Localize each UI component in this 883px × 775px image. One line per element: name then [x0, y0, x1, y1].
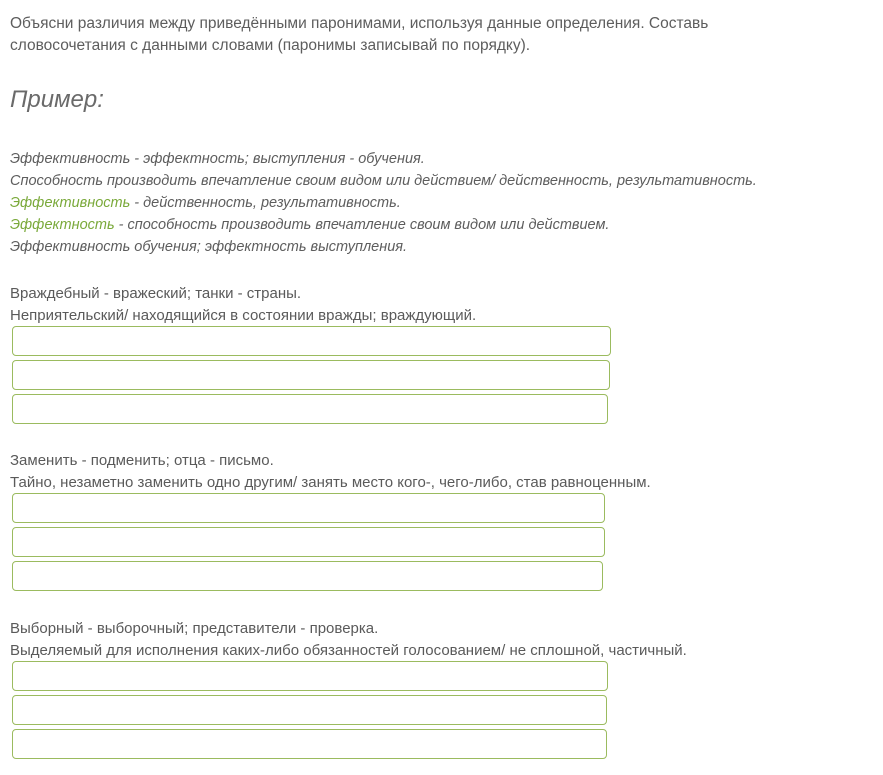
- task-3-answer-3[interactable]: [12, 729, 607, 759]
- task-1-answer-1[interactable]: [12, 326, 611, 356]
- task-definition: Тайно, незаметно заменить одно другим/ занять место кого-, чего-либо, став равноценным.: [10, 474, 651, 491]
- task-title: Заменить - подменить; отца - письмо.: [10, 452, 274, 469]
- task-title: Враждебный - вражеский; танки - страны.: [10, 285, 302, 302]
- task-2-answer-3[interactable]: [12, 561, 603, 591]
- example-line: Способность производить впечатление своим видом или действием/ действенность, результативность.: [10, 173, 757, 189]
- example-line: [10, 214, 870, 236]
- example-line: Эффективность - эффектность; выступления - обучения.: [10, 151, 425, 167]
- task-1-answer-3[interactable]: [12, 394, 608, 424]
- task-definition: Неприятельский/ находящийся в состоянии вражды; враждующий.: [10, 307, 477, 324]
- task-3-answer-1[interactable]: [12, 661, 608, 691]
- instructions-line: словосочетания с данными словами (паронимы записывай по порядку).: [10, 37, 531, 54]
- instructions-line: Объясни различия между приведёнными паронимами, используя данные определения. Составь: [10, 15, 709, 32]
- highlighted-word: Эффектность: [10, 217, 115, 233]
- task-2-answer-1[interactable]: [12, 493, 605, 523]
- task-3-answer-2[interactable]: [12, 695, 607, 725]
- highlighted-word: Эффективность: [10, 195, 131, 211]
- task-1: [10, 283, 870, 327]
- task-1-answer-2[interactable]: [12, 360, 610, 390]
- task-2: [10, 450, 870, 494]
- task-definition: Выделяемый для исполнения каких-либо обязанностей голосованием/ не сплошной, частичный.: [10, 642, 687, 659]
- example-line: Эффективность обучения; эффектность выступления.: [10, 239, 408, 255]
- task-title: Выборный - выборочный; представители - проверка.: [10, 620, 379, 637]
- example-line: [10, 192, 870, 214]
- example-definition: - способность производить впечатление своим видом или действием.: [114, 217, 610, 233]
- instructions: [10, 13, 870, 57]
- example-heading: Пример:: [10, 86, 104, 113]
- task-3: [10, 618, 870, 662]
- example-definition: - действенность, результативность.: [130, 195, 401, 211]
- task-2-answer-2[interactable]: [12, 527, 605, 557]
- example-block: [10, 148, 870, 258]
